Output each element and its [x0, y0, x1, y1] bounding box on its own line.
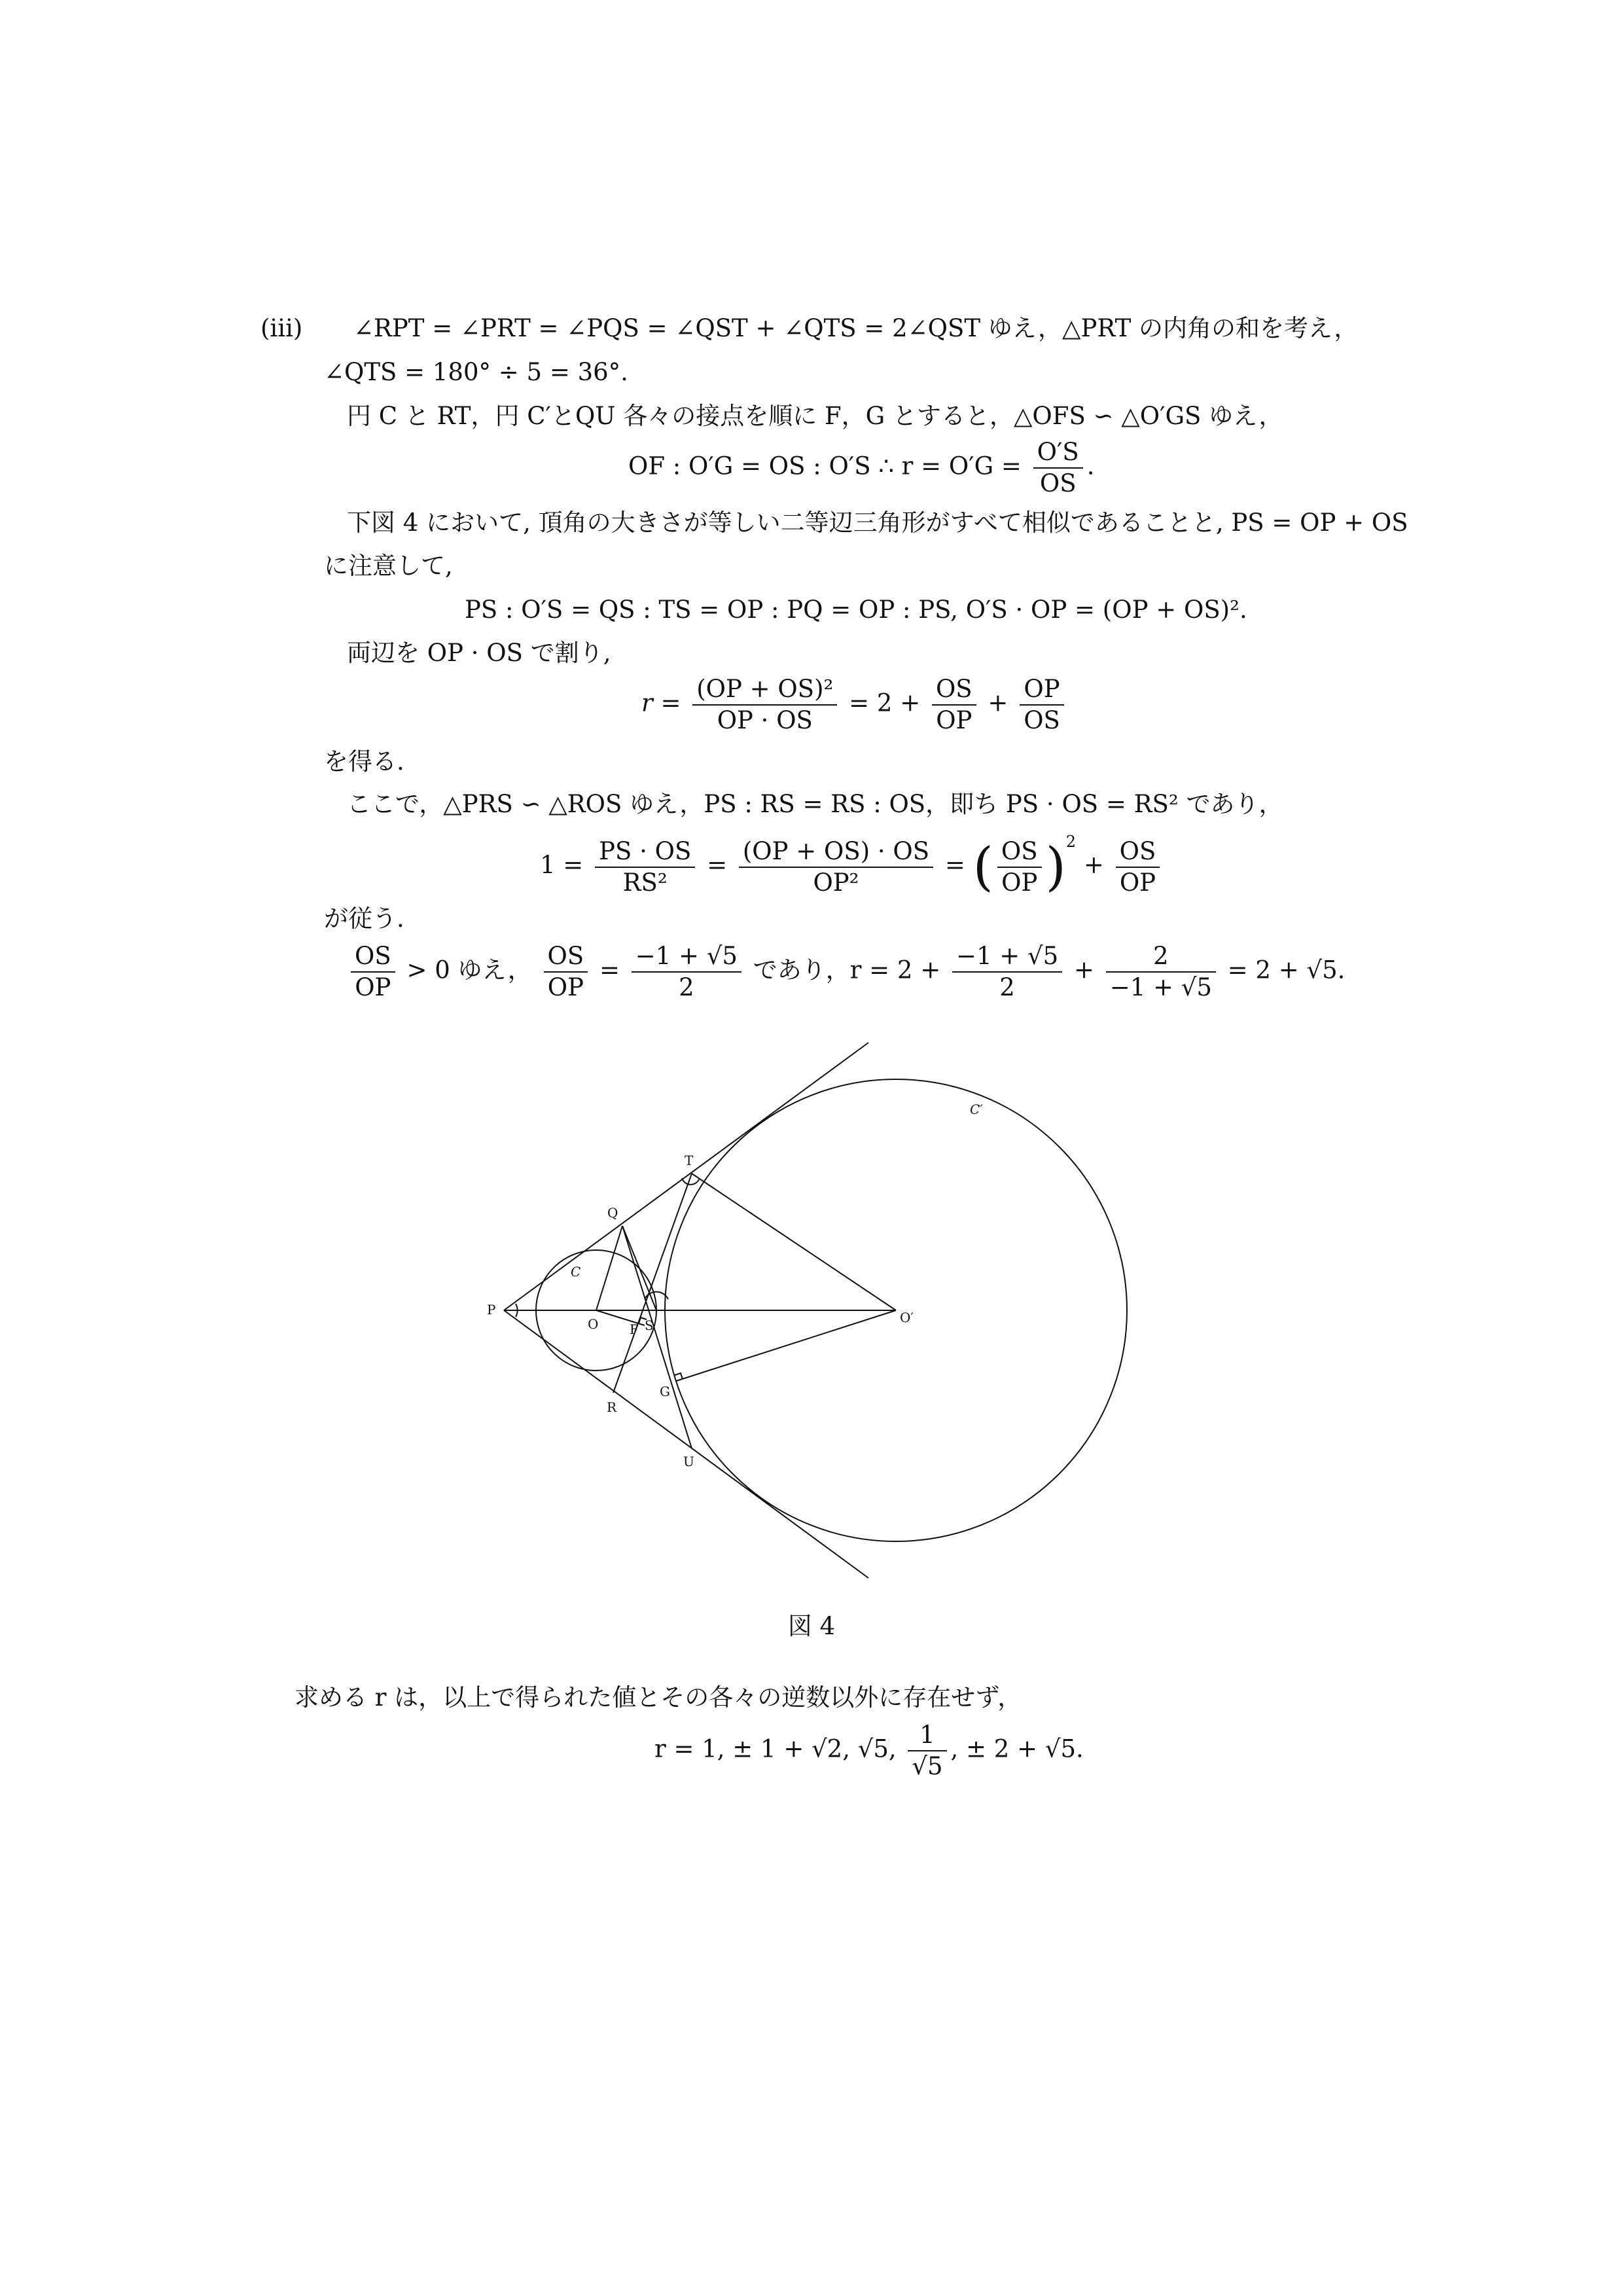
equation-result: = 2 + √5. — [1227, 956, 1346, 984]
equation-og: OF : O′G = OS : O′S ∴ r = O′G = $\frac{O'S}{OS}$ . — [628, 438, 1095, 497]
text-line-3: 円 C と RT，円 C′とQU 各々の接点を順に F，G とすると，△OFS ∽ △O′GS ゆえ， — [347, 402, 1283, 430]
fraction-denominator: OP² — [813, 868, 859, 897]
equation-r-lhs: r = — [641, 689, 681, 717]
label-o: O — [588, 1316, 599, 1332]
plus-sign: + — [1083, 851, 1104, 879]
fraction-numerator: 2 — [1106, 941, 1216, 973]
formula-left: r = 1, ± 1 + √2, √5, — [654, 1734, 897, 1763]
fraction-denominator: 2 — [999, 973, 1015, 1001]
fraction-numerator: OS — [1116, 836, 1160, 868]
figure-caption: 図 4 — [787, 1612, 836, 1640]
fraction-op-os-os — [739, 836, 933, 898]
label-o-prime: O′ — [900, 1310, 914, 1325]
label-q: Q — [607, 1205, 618, 1221]
text-line-13: が従う. — [324, 905, 404, 933]
fraction-numerator: −1 + √5 — [952, 941, 1062, 973]
plus-sign: + — [988, 689, 1008, 717]
label-f: F — [630, 1321, 639, 1337]
fraction-numerator: −1 + √5 — [632, 941, 741, 973]
fraction-numerator: OS — [997, 836, 1042, 868]
right-angle-g — [675, 1373, 683, 1379]
equation-r-mid: = 2 + — [849, 689, 921, 717]
equation-r — [641, 674, 1068, 736]
fraction-numerator: O′S — [1033, 437, 1083, 469]
fraction-denominator: OS — [1024, 706, 1060, 734]
fraction-os-ratio — [1033, 437, 1083, 499]
fraction-numerator: OS — [932, 674, 976, 706]
line-o-prime-g — [676, 1310, 896, 1381]
label-t: T — [685, 1153, 694, 1168]
fraction-numerator: (OP + OS) · OS — [739, 836, 933, 868]
equation-one-lhs: 1 = — [540, 851, 584, 879]
fraction-numerator: (OP + OS)² — [692, 674, 837, 706]
fraction-numerator: OP — [1020, 674, 1064, 706]
fraction-os-op-b — [544, 941, 588, 1003]
fraction-os-op-2 — [1116, 836, 1160, 898]
fraction-os-op-a — [351, 941, 395, 1003]
equation-final-r — [347, 941, 1345, 1003]
fraction-reciprocal — [1106, 941, 1216, 1003]
section-label: (iii) — [260, 314, 303, 342]
geometry-figure — [0, 1041, 1623, 1604]
fraction-golden-2 — [952, 941, 1062, 1003]
text-line-5: 下図 4 において, 頂角の大きさが等しい二等辺三角形がすべて相似であることと, PS = OP + OS — [347, 509, 1408, 537]
equation-one: 1 = $\frac{PS \cdot OS}{\text{RS²}}$ = $\frac{(OP + OS) \cdot OS}{\text{OP²}}$ = ( $\frac{OS}{OP}$ )$^2$ + $\frac{OS}{OP}$ — [540, 826, 1164, 898]
label-p: P — [487, 1302, 496, 1318]
fraction-r-main — [692, 674, 837, 736]
fraction-numerator: OS — [544, 941, 588, 973]
line-p-lower — [504, 1310, 868, 1578]
label-s: S — [645, 1318, 654, 1333]
equals-sign: = — [944, 851, 965, 879]
line-o-q — [596, 1226, 622, 1310]
fraction-ps-os — [595, 836, 695, 898]
label-c-prime: C′ — [970, 1102, 983, 1117]
equals-sign: = — [599, 956, 620, 984]
text-line-11: ここで，△PRS ∽ △ROS ゆえ，PS : RS = RS : OS，即ち PS · OS = RS² であり， — [347, 790, 1283, 818]
line-t-o-prime — [692, 1174, 896, 1310]
condition-text: > 0 ゆえ， — [406, 956, 532, 984]
formula-right: , ± 2 + √5. — [950, 1734, 1084, 1763]
text-line-2: ∠QTS = 180° ÷ 5 = 36°. — [324, 358, 628, 386]
fraction-numerator: OS — [351, 941, 395, 973]
fraction-op-os — [1020, 674, 1064, 736]
text-line-1: ∠RPT = ∠PRT = ∠PQS = ∠QST + ∠QTS = 2∠QST ゆえ，△PRT の内角の和を考え， — [353, 314, 1359, 342]
equation-similarity: PS : O′S = QS : TS = OP : PQ = OP : PS, O′S · OP = (OP + OS)². — [465, 596, 1247, 624]
text-line-6: に注意して, — [324, 552, 453, 580]
equation-text: であり，r = 2 + — [753, 956, 941, 984]
fraction-denominator: OP — [936, 706, 972, 734]
plus-sign: + — [1073, 956, 1094, 984]
conclusion-text: 求める r は，以上で得られた値とその各々の逆数以外に存在せず， — [294, 1683, 1022, 1712]
fraction-denominator: 2 — [679, 973, 694, 1001]
label-u: U — [683, 1454, 694, 1469]
fraction-denominator: OS — [1039, 469, 1077, 497]
fraction-numerator: 1 — [908, 1720, 946, 1751]
equals-sign: = — [707, 851, 728, 879]
text-line-8: 両辺を OP · OS で割り, — [347, 639, 611, 667]
label-g: G — [660, 1384, 670, 1399]
fraction-denominator: OP — [547, 973, 584, 1001]
line-q-s — [622, 1226, 656, 1310]
text-line-10: を得る. — [324, 747, 404, 776]
fraction-denominator: −1 + √5 — [1109, 973, 1212, 1001]
fraction-numerator: PS · OS — [595, 836, 695, 868]
label-c: C — [571, 1264, 581, 1280]
label-r: R — [607, 1399, 617, 1415]
conclusion-formula — [654, 1720, 1084, 1782]
fraction-denominator: OP — [1119, 868, 1156, 897]
fraction-os-op-squared — [997, 836, 1042, 898]
fraction-denominator: OP — [1001, 868, 1038, 897]
fraction-denominator: √5 — [912, 1752, 943, 1780]
line-p-upper — [504, 1043, 868, 1310]
fraction-denominator: RS² — [622, 868, 668, 897]
fraction-one-over-sqrt5 — [908, 1720, 946, 1782]
fraction-denominator: OP — [355, 973, 391, 1001]
fraction-os-op — [932, 674, 976, 736]
fraction-denominator: OP · OS — [717, 706, 813, 734]
equation-og-left: OF : O′G = OS : O′S ∴ r = O′G = — [628, 452, 1022, 480]
fraction-golden — [632, 941, 741, 1003]
line-t-r — [613, 1174, 692, 1393]
